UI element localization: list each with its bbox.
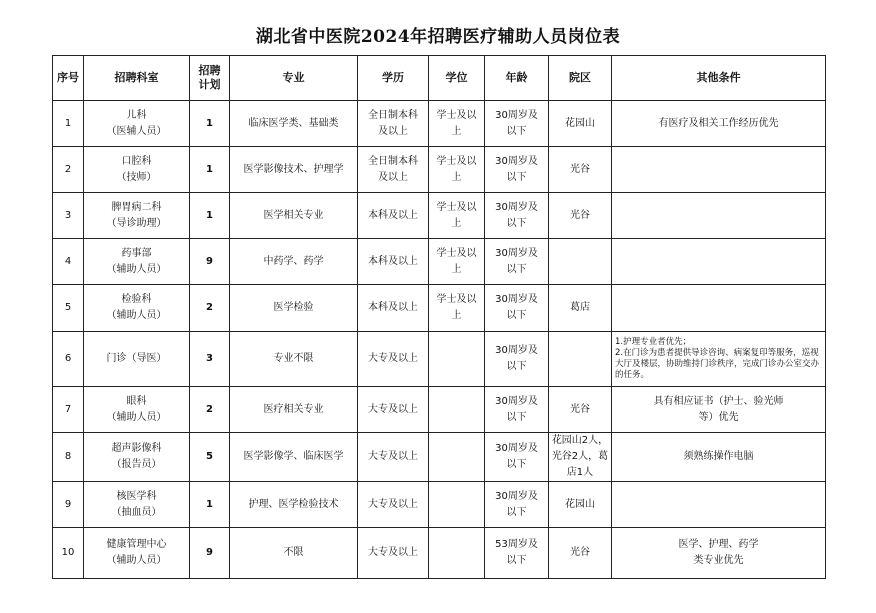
- cell-index: 3: [53, 193, 84, 239]
- cell-other: [612, 285, 826, 332]
- cell-plan: 3: [190, 332, 230, 387]
- cell-campus: [549, 387, 612, 433]
- age-line: 30周岁及: [495, 443, 538, 454]
- cell-department: [84, 239, 190, 285]
- cell-other: [612, 528, 826, 579]
- cell-other: [612, 433, 826, 482]
- education-line: 全日制本科: [368, 109, 418, 121]
- cell-other: [612, 239, 826, 285]
- table-row: [53, 193, 826, 239]
- cell-education: [358, 332, 429, 387]
- other-line: 具有相应证书（护士、验光师: [653, 395, 784, 407]
- header-plan-line1: 招聘: [198, 64, 221, 77]
- header-index: 序号: [53, 56, 84, 101]
- cell-index: 1: [53, 101, 84, 147]
- header-plan-line2: 计划: [198, 78, 221, 91]
- department-name: 眼科: [126, 395, 147, 407]
- age-line: 53周岁及: [495, 539, 538, 550]
- age-line: 以下: [506, 555, 527, 566]
- cell-plan: 1: [190, 101, 230, 147]
- age-line: 30周岁及: [495, 490, 538, 502]
- department-role: （医辅人员）: [106, 125, 167, 137]
- department-name: 超声影像科: [111, 443, 162, 454]
- cell-campus: [549, 433, 612, 482]
- cell-other: [612, 101, 826, 147]
- table-row: [53, 147, 826, 193]
- department-name: 核医学科: [116, 490, 157, 502]
- degree-line: 上: [451, 263, 462, 275]
- cell-education: [358, 193, 429, 239]
- cell-campus: [549, 101, 612, 147]
- other-line: 医学、护理、药学: [678, 539, 759, 550]
- cell-major: 中药学、药学: [230, 239, 358, 285]
- education-line: 及以上: [378, 125, 408, 137]
- cell-education: [358, 387, 429, 433]
- age-line: 以下: [506, 459, 527, 470]
- education-line: 大专及以上: [368, 353, 418, 364]
- cell-index: 9: [53, 482, 84, 528]
- campus-line: 花园山2人，: [551, 435, 609, 446]
- cell-department: [84, 101, 190, 147]
- cell-age: [485, 387, 549, 433]
- cell-age: [485, 285, 549, 332]
- cell-education: [358, 101, 429, 147]
- age-line: 以下: [506, 263, 527, 275]
- other-line: 类专业优先: [693, 555, 744, 566]
- degree-line: 学士及以: [436, 294, 477, 305]
- cell-plan: 9: [190, 239, 230, 285]
- cell-index: 10: [53, 528, 84, 579]
- header-department: 招聘科室: [84, 56, 190, 101]
- other-line: 等）优先: [698, 411, 739, 423]
- cell-department: [84, 193, 190, 239]
- cell-age: [485, 528, 549, 579]
- cell-education: [358, 239, 429, 285]
- cell-age: [485, 433, 549, 482]
- table-row: [53, 433, 826, 482]
- education-line: 本科及以上: [368, 255, 418, 267]
- table-row: [53, 239, 826, 285]
- education-line: 大专及以上: [368, 547, 418, 558]
- cell-age: [485, 193, 549, 239]
- age-line: 30周岁及: [495, 247, 538, 259]
- department-name: 脾胃病二科: [111, 201, 162, 213]
- cell-major: 专业不限: [230, 332, 358, 387]
- education-line: 及以上: [378, 171, 408, 183]
- cell-major: 医学检验: [230, 285, 358, 332]
- cell-education: [358, 147, 429, 193]
- education-line: 全日制本科: [368, 155, 418, 167]
- cell-other: [612, 147, 826, 193]
- cell-degree: [429, 528, 485, 579]
- campus-line: 光谷2人，葛: [551, 451, 609, 462]
- department-role: （辅助人员）: [106, 411, 167, 423]
- degree-line: 上: [451, 310, 462, 321]
- cell-degree: [429, 147, 485, 193]
- cell-degree: [429, 482, 485, 528]
- cell-campus: [549, 147, 612, 193]
- age-line: 以下: [506, 217, 527, 229]
- age-line: 30周岁及: [495, 345, 538, 356]
- table-body: [53, 101, 826, 579]
- cell-age: [485, 101, 549, 147]
- age-line: 30周岁及: [495, 294, 538, 305]
- header-row: [53, 56, 826, 101]
- degree-line: 上: [451, 125, 462, 137]
- degree-line: 学士及以: [436, 109, 477, 121]
- department-name: 口腔科: [121, 155, 152, 167]
- cell-index: 8: [53, 433, 84, 482]
- cell-plan: 2: [190, 285, 230, 332]
- age-line: 以下: [506, 125, 527, 137]
- cell-major: 医疗相关专业: [230, 387, 358, 433]
- degree-line: 学士及以: [436, 201, 477, 213]
- table-row: [53, 332, 826, 387]
- age-line: 以下: [506, 310, 527, 321]
- cell-department: [84, 528, 190, 579]
- education-line: 大专及以上: [368, 498, 418, 510]
- age-line: 以下: [506, 411, 527, 423]
- cell-campus: [549, 285, 612, 332]
- cell-plan: 5: [190, 433, 230, 482]
- other-line: 1.护理专业者优先；: [615, 337, 692, 347]
- age-line: 30周岁及: [495, 155, 538, 167]
- header-age: 年龄: [485, 56, 549, 101]
- cell-age: [485, 332, 549, 387]
- cell-plan: 1: [190, 482, 230, 528]
- cell-department: [84, 433, 190, 482]
- cell-index: 6: [53, 332, 84, 387]
- cell-index: 5: [53, 285, 84, 332]
- page-title: 湖北省中医院2024年招聘医疗辅助人员岗位表: [255, 27, 621, 47]
- other-line: 须熟练操作电脑: [683, 451, 754, 462]
- department-role: （辅助人员）: [106, 555, 167, 566]
- header-campus: 院区: [549, 56, 612, 101]
- campus-line: 葛店: [570, 302, 590, 313]
- cell-other: [612, 482, 826, 528]
- cell-degree: [429, 387, 485, 433]
- header-other: 其他条件: [612, 56, 826, 101]
- education-line: 大专及以上: [368, 451, 418, 462]
- cell-age: [485, 147, 549, 193]
- campus-line: 光谷: [570, 403, 590, 415]
- cell-plan: 9: [190, 528, 230, 579]
- cell-education: [358, 285, 429, 332]
- cell-campus: [549, 482, 612, 528]
- cell-age: [485, 239, 549, 285]
- cell-major: 医学影像技术、护理学: [230, 147, 358, 193]
- age-line: 30周岁及: [495, 201, 538, 213]
- header-plan: [190, 56, 230, 101]
- campus-line: 花园山: [565, 117, 595, 129]
- cell-other: [612, 387, 826, 433]
- campus-line: 光谷: [570, 547, 590, 558]
- campus-line: 光谷: [570, 163, 590, 175]
- cell-department: [84, 332, 190, 387]
- cell-department: [84, 147, 190, 193]
- degree-line: 学士及以: [436, 155, 477, 167]
- education-line: 本科及以上: [368, 209, 418, 221]
- table-row: [53, 285, 826, 332]
- cell-index: 7: [53, 387, 84, 433]
- cell-major: 医学影像学、临床医学: [230, 433, 358, 482]
- degree-line: 上: [451, 171, 462, 183]
- cell-index: 4: [53, 239, 84, 285]
- cell-degree: [429, 101, 485, 147]
- table-row: [53, 528, 826, 579]
- header-degree: 学位: [429, 56, 485, 101]
- cell-major: 临床医学类、基础类: [230, 101, 358, 147]
- age-line: 30周岁及: [495, 395, 538, 407]
- cell-index: 2: [53, 147, 84, 193]
- cell-plan: 2: [190, 387, 230, 433]
- department-name: 儿科: [126, 109, 147, 121]
- other-line: 2.在门诊为患者提供导诊咨询、病案复印等服务，巡视大厅及楼层，协助维持门诊秩序，完成门诊办公室交办的任务。: [615, 348, 820, 380]
- cell-degree: [429, 433, 485, 482]
- department-role: （抽血员）: [111, 506, 162, 518]
- age-line: 30周岁及: [495, 109, 538, 121]
- cell-major: 不限: [230, 528, 358, 579]
- cell-campus: [549, 332, 612, 387]
- department-role: （辅助人员）: [106, 310, 167, 321]
- cell-other: [612, 332, 826, 387]
- department-name: 健康管理中心: [106, 539, 167, 550]
- cell-plan: 1: [190, 147, 230, 193]
- age-line: 以下: [506, 361, 527, 372]
- campus-line: 店1人: [566, 467, 594, 478]
- cell-other: [612, 193, 826, 239]
- cell-department: [84, 387, 190, 433]
- campus-line: 光谷: [570, 209, 590, 221]
- cell-degree: [429, 193, 485, 239]
- age-line: 以下: [506, 171, 527, 183]
- table-row: [53, 101, 826, 147]
- cell-department: [84, 482, 190, 528]
- education-line: 大专及以上: [368, 403, 418, 415]
- cell-degree: [429, 239, 485, 285]
- cell-campus: [549, 528, 612, 579]
- cell-degree: [429, 285, 485, 332]
- age-line: 以下: [506, 506, 527, 518]
- cell-age: [485, 482, 549, 528]
- department-role: （技师）: [116, 171, 157, 183]
- cell-major: 护理、医学检验技术: [230, 482, 358, 528]
- cell-department: [84, 285, 190, 332]
- cell-education: [358, 528, 429, 579]
- table-row: [53, 482, 826, 528]
- cell-campus: [549, 193, 612, 239]
- positions-table: [52, 55, 826, 579]
- department-role: （导诊助理）: [106, 217, 167, 229]
- department-name: 药事部: [121, 247, 152, 259]
- degree-line: 学士及以: [436, 247, 477, 259]
- department-role: （辅助人员）: [106, 263, 167, 275]
- table-row: [53, 387, 826, 433]
- department-name: 门诊（导医）: [106, 353, 167, 364]
- department-role: （报告员）: [111, 459, 162, 470]
- department-name: 检验科: [121, 294, 152, 305]
- degree-line: 上: [451, 217, 462, 229]
- education-line: 本科及以上: [368, 302, 418, 313]
- cell-education: [358, 433, 429, 482]
- header-major: 专业: [230, 56, 358, 101]
- cell-plan: 1: [190, 193, 230, 239]
- other-line: 有医疗及相关工作经历优先: [658, 117, 779, 129]
- cell-education: [358, 482, 429, 528]
- header-education: 学历: [358, 56, 429, 101]
- cell-campus: [549, 239, 612, 285]
- cell-major: 医学相关专业: [230, 193, 358, 239]
- campus-line: 花园山: [565, 498, 595, 510]
- cell-degree: [429, 332, 485, 387]
